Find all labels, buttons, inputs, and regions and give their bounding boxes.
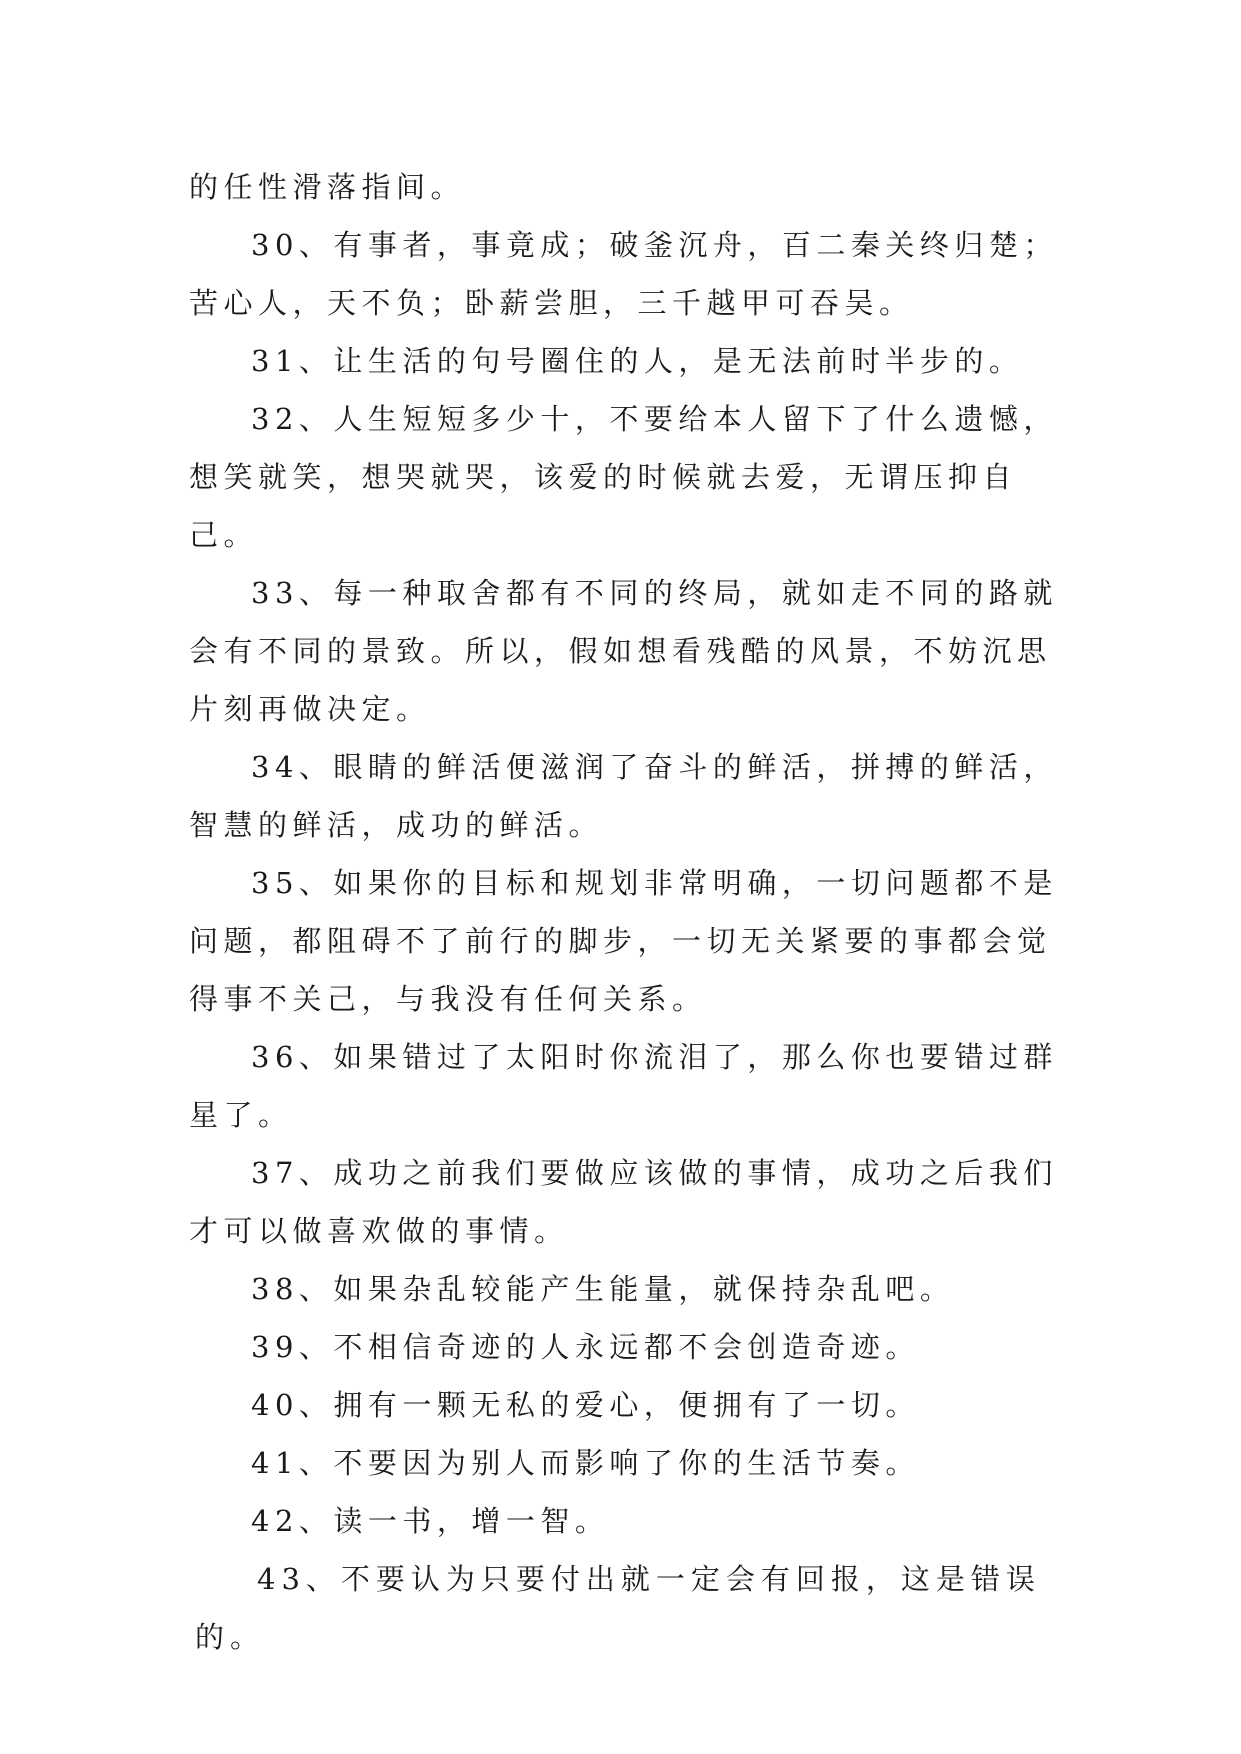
paragraph-37: 37、成功之前我们要做应该做的事情，成功之后我们才可以做喜欢做的事情。 (189, 1156, 1058, 1248)
paragraph-40: 40、拥有一颗无私的爱心，便拥有了一切。 (251, 1388, 920, 1422)
paragraph-42: 42、读一书，增一智。 (251, 1504, 610, 1538)
paragraph-31: 31、让生活的句号圈住的人，是无法前时半步的。 (251, 344, 1024, 378)
document-body (189, 158, 1059, 1666)
paragraph-32: 32、人生短短多少十，不要给本人留下了什么遗憾，想笑就笑，想哭就哭，该爱的时候就去爱，无谓压抑自己。 (189, 402, 1058, 552)
paragraph-43: 43、不要认为只要付出就一定会有回报，这是错误的。 (195, 1562, 1041, 1654)
paragraph-38: 38、如果杂乱较能产生能量，就保持杂乱吧。 (251, 1272, 955, 1306)
paragraph-36: 36、如果错过了太阳时你流泪了，那么你也要错过群星了。 (189, 1040, 1058, 1132)
paragraph-33: 33、每一种取舍都有不同的终局，就如走不同的路就会有不同的景致。所以，假如想看残酷的风景，不妨沉思片刻再做决定。 (189, 576, 1058, 726)
paragraph-35: 35、如果你的目标和规划非常明确，一切问题都不是问题，都阻碍不了前行的脚步，一切无关紧要的事都会觉得事不关己，与我没有任何关系。 (189, 866, 1058, 1016)
paragraph-41: 41、不要因为别人而影响了你的生活节奏。 (251, 1446, 920, 1480)
paragraph-34: 34、眼睛的鲜活便滋润了奋斗的鲜活，拼搏的鲜活，智慧的鲜活，成功的鲜活。 (189, 750, 1058, 842)
paragraph-continuation: 的任性滑落指间。 (189, 170, 466, 204)
paragraph-30: 30、有事者，事竟成；破釜沉舟，百二秦关终归楚；苦心人，天不负；卧薪尝胆，三千越甲可吞吴。 (189, 228, 1058, 320)
paragraph-39: 39、不相信奇迹的人永远都不会创造奇迹。 (251, 1330, 920, 1364)
